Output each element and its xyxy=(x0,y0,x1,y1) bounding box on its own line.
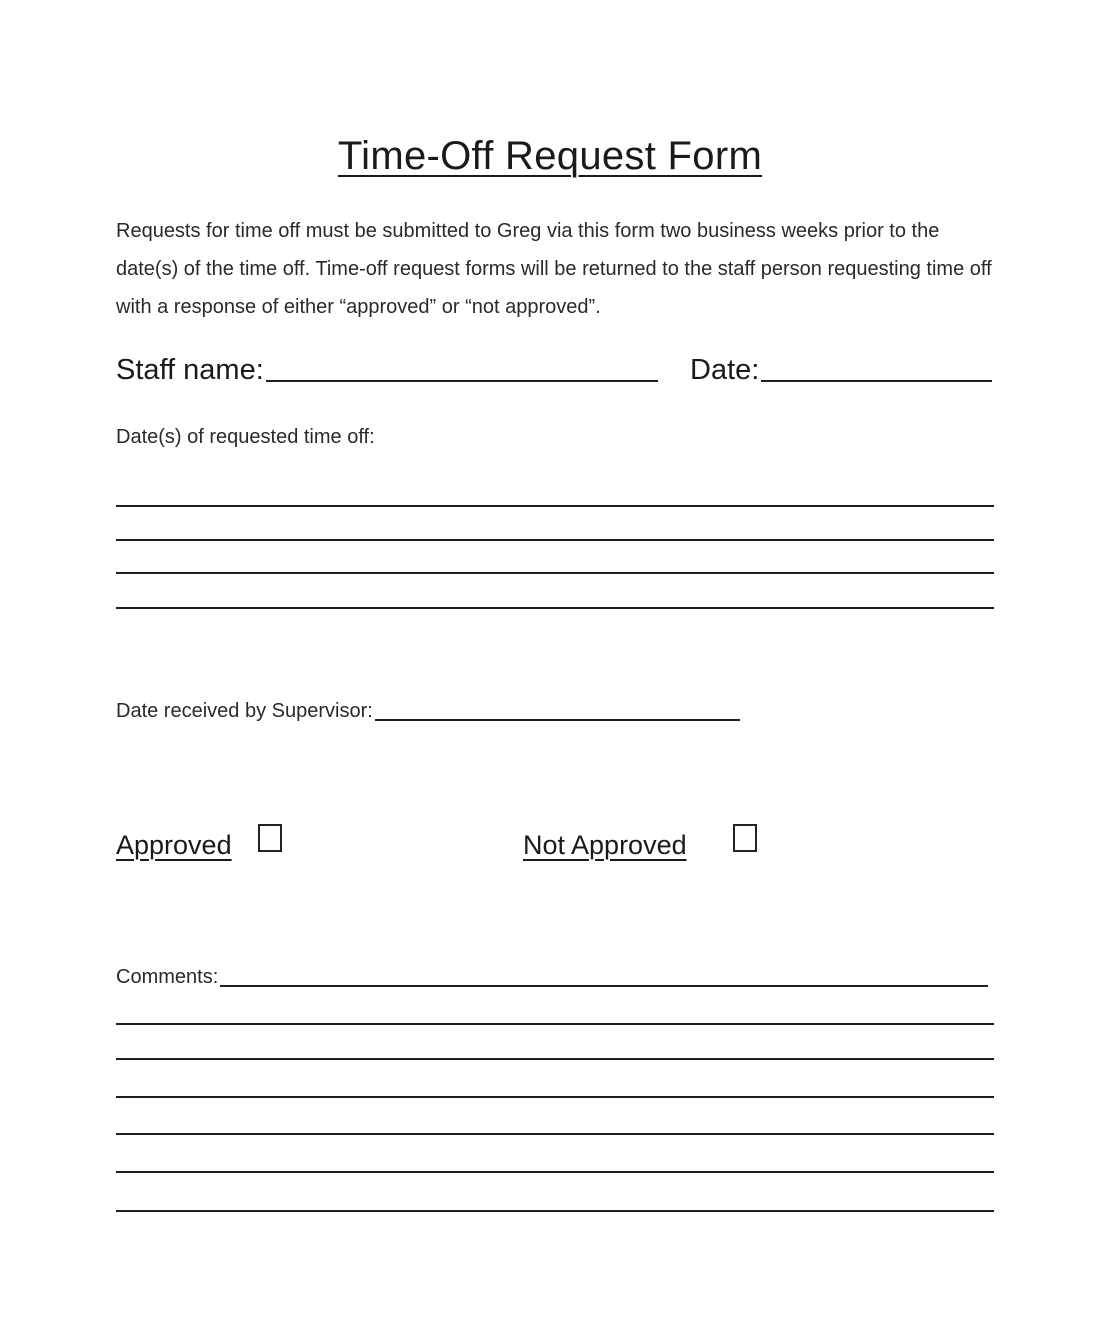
comments-label: Comments: xyxy=(116,966,219,988)
comments-line[interactable] xyxy=(116,1171,994,1173)
not-approved-checkbox[interactable] xyxy=(733,824,757,852)
intro-paragraph: Requests for time off must be submitted to Greg via this form two business weeks prior to the date(s) of the time off. Time-off request forms will be returned to the staff person requesting time off with a response of either “approved” or “not approved”. xyxy=(116,220,992,318)
requested-dates-label: Date(s) of requested time off: xyxy=(116,426,375,448)
date-received-label: Date received by Supervisor: xyxy=(116,700,373,722)
date-label: Date: xyxy=(690,354,760,386)
requested-dates-line[interactable] xyxy=(116,539,994,541)
form-title xyxy=(0,132,1100,180)
comments-line[interactable] xyxy=(116,1023,994,1025)
requested-dates-line[interactable] xyxy=(116,505,994,507)
comments-line[interactable] xyxy=(116,1210,994,1212)
date-input-line[interactable] xyxy=(761,380,992,382)
staff-name-label: Staff name: xyxy=(116,354,264,386)
comments-field[interactable] xyxy=(116,964,988,990)
staff-name-input-line[interactable] xyxy=(266,380,658,382)
requested-dates-line[interactable] xyxy=(116,607,994,609)
date-received-field[interactable] xyxy=(116,698,740,724)
form-title-text: Time-Off Request Form xyxy=(337,134,763,178)
requested-dates-line[interactable] xyxy=(116,572,994,574)
date-field[interactable] xyxy=(690,352,992,388)
comments-line[interactable] xyxy=(116,1133,994,1135)
comments-input-line[interactable] xyxy=(220,985,988,987)
date-received-input-line[interactable] xyxy=(375,719,740,721)
comments-line[interactable] xyxy=(116,1058,994,1060)
not-approved-label: Not Approved xyxy=(523,830,687,860)
approved-label: Approved xyxy=(116,830,232,860)
staff-name-field[interactable] xyxy=(116,352,658,388)
approved-checkbox[interactable] xyxy=(258,824,282,852)
comments-line[interactable] xyxy=(116,1096,994,1098)
